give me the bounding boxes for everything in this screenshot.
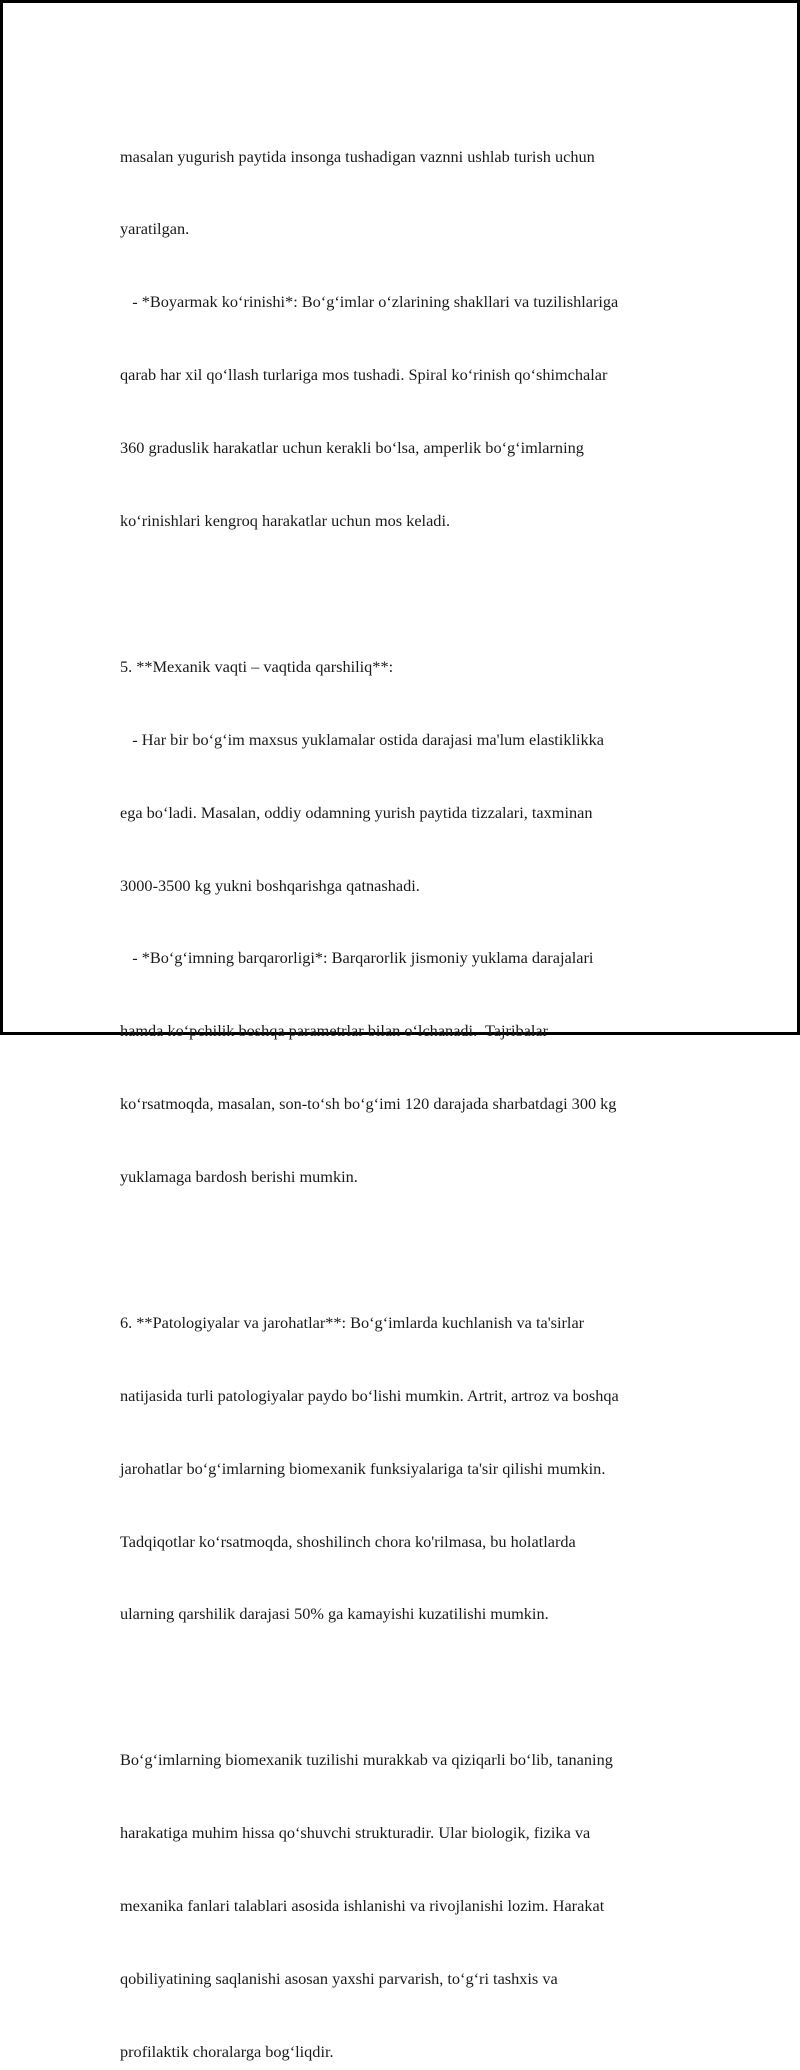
- text-line: 3000-3500 kg yukni boshqarishga qatnashadi.: [120, 875, 420, 895]
- text-line: ularning qarshilik darajasi 50% ga kamayishi kuzatilishi mumkin.: [120, 1604, 549, 1624]
- paragraph-conclusion: [120, 1700, 700, 2070]
- paragraph-gap: [120, 1675, 700, 1699]
- text-line: ega bo‘ladi. Masalan, oddiy odamning yurish paytida tizzalari, taxminan: [120, 802, 593, 822]
- paragraph-mechanical-resistance: [120, 606, 700, 1238]
- text-line: natijasida turli patologiyalar paydo bo‘lishi mumkin. Artrit, artroz va boshqa: [120, 1385, 619, 1405]
- paragraph-joint-shapes: [120, 96, 700, 582]
- text-line: 360 graduslik harakatlar uchun kerakli bo‘lsa, amperlik bo‘g‘imlarning: [120, 438, 584, 458]
- paragraph-gap: [120, 1238, 700, 1262]
- text-line: harakatiga muhim hissa qo‘shuvchi strukturadir. Ular biologik, fizika va: [120, 1823, 591, 1843]
- text-line: ko‘rsatmoqda, masalan, son-to‘sh bo‘g‘imi 120 darajada sharbatdagi 300 kg: [120, 1094, 617, 1114]
- text-line: profilaktik choralarga bog‘liqdir.: [120, 2041, 334, 2061]
- text-line: - *Boyarmak ko‘rinishi*: Bo‘g‘imlar o‘zlarining shakllari va tuzilishlariga: [120, 292, 619, 312]
- text-line: yuklamaga bardosh berishi mumkin.: [120, 1167, 358, 1187]
- text-line: - *Bo‘g‘imning barqarorligi*: Barqarorlik jismoniy yuklama darajalari: [120, 948, 594, 968]
- text-line: Tadqiqotlar ko‘rsatmoqda, shoshilinch chora ko'rilmasa, bu holatlarda: [120, 1531, 576, 1551]
- text-line: hamda ko‘pchilik boshqa parametrlar bilan o‘lchanadi. Tajribalar: [120, 1021, 549, 1041]
- text-line: qobiliyatining saqlanishi asosan yaxshi parvarish, to‘g‘ri tashxis va: [120, 1968, 558, 1988]
- text-line: - Har bir bo‘g‘im maxsus yuklamalar ostida darajasi ma'lum elastiklikka: [120, 729, 605, 749]
- document-body: [120, 96, 700, 2070]
- text-line: qarab har xil qo‘llash turlariga mos tushadi. Spiral ko‘rinish qo‘shimchalar: [120, 365, 608, 385]
- paragraph-gap: [120, 582, 700, 606]
- text-line: Bo‘g‘imlarning biomexanik tuzilishi murakkab va qiziqarli bo‘lib, tananing: [120, 1750, 613, 1770]
- text-line: ko‘rinishlari kengroq harakatlar uchun mos keladi.: [120, 511, 451, 531]
- text-line: yaratilgan.: [120, 219, 190, 239]
- text-line: 6. **Patologiyalar va jarohatlar**: Bo‘g‘imlarda kuchlanish va ta'sirlar: [120, 1312, 585, 1332]
- paragraph-pathologies: [120, 1262, 700, 1675]
- text-line: masalan yugurish paytida insonga tushadigan vaznni ushlab turish uchun: [120, 146, 595, 166]
- text-line: 5. **Mexanik vaqti – vaqtida qarshiliq**:: [120, 656, 394, 676]
- text-line: jarohatlar bo‘g‘imlarning biomexanik funksiyalariga ta'sir qilishi mumkin.: [120, 1458, 606, 1478]
- text-line: mexanika fanlari talablari asosida ishlanishi va rivojlanishi lozim. Harakat: [120, 1895, 605, 1915]
